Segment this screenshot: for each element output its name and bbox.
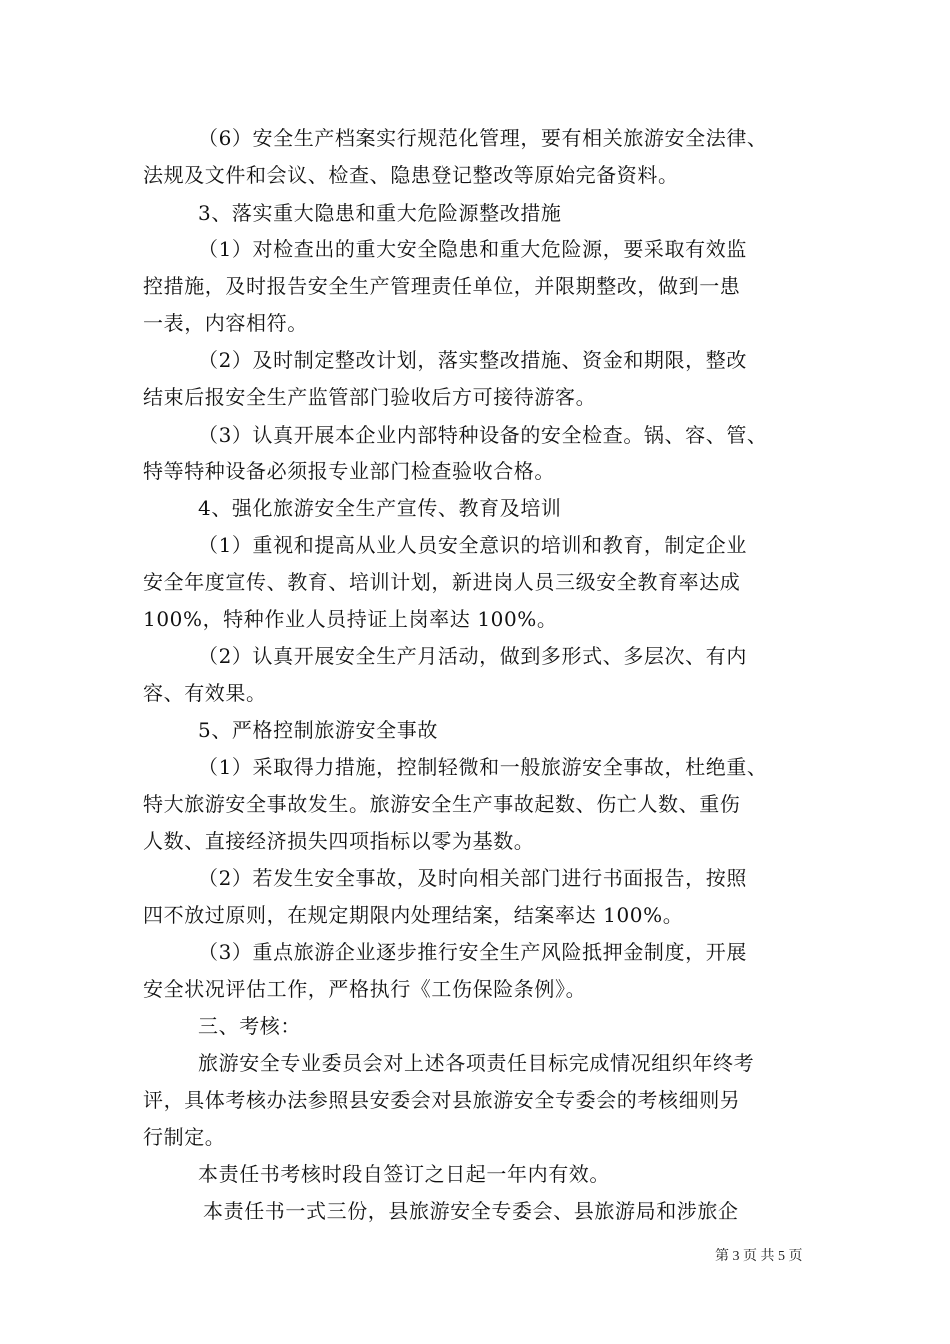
text-line: 评，具体考核办法参照县安委会对县旅游安全专委会的考核细则另	[143, 1088, 741, 1112]
section-heading: 4、强化旅游安全生产宣传、教育及培训	[198, 496, 562, 520]
text-line: 行制定。	[143, 1125, 226, 1149]
text-line: （1）对检查出的重大安全隐患和重大危险源，要采取有效监	[198, 237, 747, 261]
text-line: （2）认真开展安全生产月活动，做到多形式、多层次、有内	[198, 644, 747, 668]
text-line: （1）重视和提高从业人员安全意识的培训和教育，制定企业	[198, 533, 747, 557]
text-line: 一表，内容相符。	[143, 311, 308, 335]
text-line: 容、有效果。	[143, 681, 267, 705]
text-line: 安全状况评估工作，严格执行《工伤保险条例》。	[143, 977, 587, 1001]
text-line: （3）认真开展本企业内部特种设备的安全检查。锅、容、管、	[198, 423, 768, 447]
text-line: 特等特种设备必须报专业部门检查验收合格。	[143, 459, 555, 483]
text-line: 特大旅游安全事故发生。旅游安全生产事故起数、伤亡人数、重伤	[143, 792, 741, 816]
text-line: 100%，特种作业人员持证上岗率达 100%。	[143, 607, 558, 631]
text-line: （1）采取得力措施，控制轻微和一般旅游安全事故，杜绝重、	[198, 755, 768, 779]
text-line: 人数、直接经济损失四项指标以零为基数。	[143, 829, 535, 853]
text-line: （3）重点旅游企业逐步推行安全生产风险抵押金制度，开展	[198, 940, 747, 964]
section-heading: 5、严格控制旅游安全事故	[198, 718, 438, 742]
section-heading: 三、考核：	[198, 1014, 301, 1038]
text-line: 旅游安全专业委员会对上述各项责任目标完成情况组织年终考	[198, 1051, 755, 1075]
page-number: 第 3 页 共 5 页	[715, 1249, 803, 1264]
text-line: 四不放过原则，在规定期限内处理结案，结案率达 100%。	[143, 903, 684, 927]
text-line: 本责任书一式三份，县旅游安全专委会、县旅游局和涉旅企	[203, 1199, 739, 1223]
text-line: 本责任书考核时段自签订之日起一年内有效。	[198, 1162, 610, 1186]
section-heading: 3、落实重大隐患和重大危险源整改措施	[198, 201, 562, 225]
text-line: （6）安全生产档案实行规范化管理，要有相关旅游安全法律、	[198, 126, 768, 150]
text-line: （2）若发生安全事故，及时向相关部门进行书面报告，按照	[198, 866, 747, 890]
text-line: 控措施，及时报告安全生产管理责任单位，并限期整改，做到一患	[143, 274, 741, 298]
text-line: （2）及时制定整改计划，落实整改措施、资金和期限，整改	[198, 348, 747, 372]
text-line: 法规及文件和会议、检查、隐患登记整改等原始完备资料。	[143, 163, 679, 187]
text-line: 结束后报安全生产监管部门验收后方可接待游客。	[143, 385, 597, 409]
text-line: 安全年度宣传、教育、培训计划，新进岗人员三级安全教育率达成	[143, 570, 741, 594]
